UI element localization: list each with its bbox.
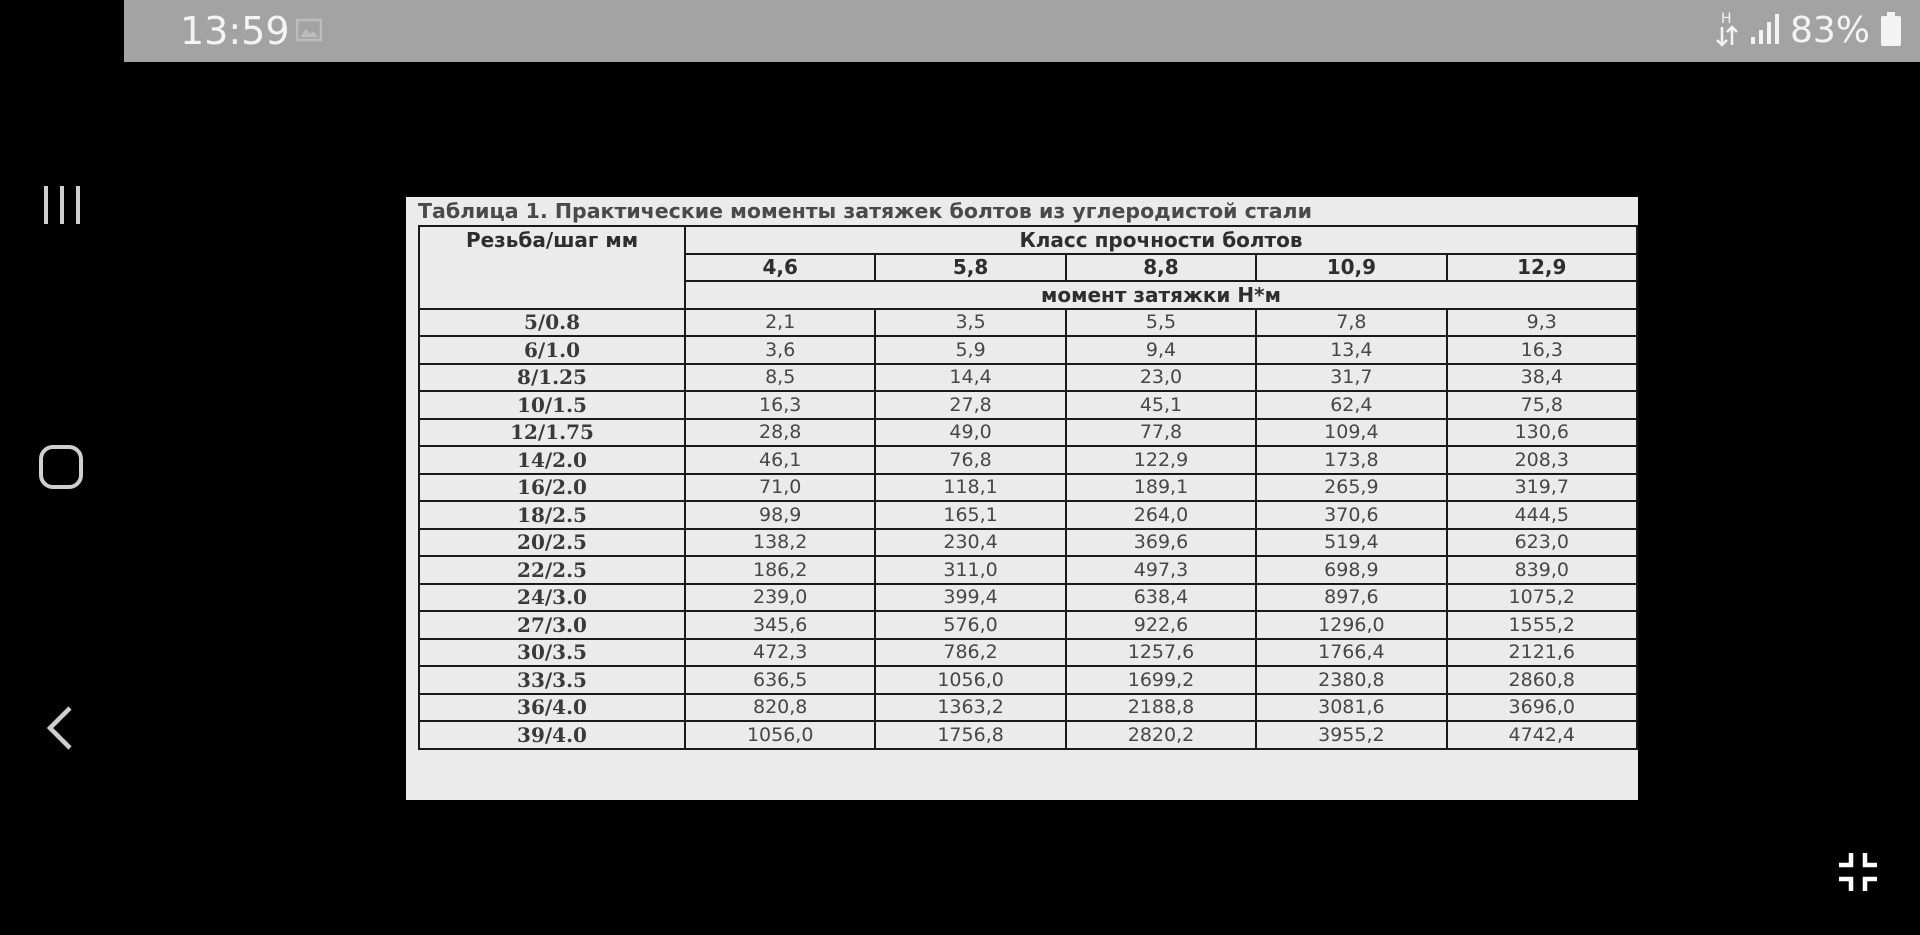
fullscreen-exit-button[interactable] bbox=[1838, 852, 1878, 892]
torque-value-cell: 265,9 bbox=[1256, 474, 1446, 502]
table-row bbox=[419, 529, 1637, 557]
class-column-header: 5,8 bbox=[875, 254, 1065, 282]
torque-value-cell: 189,1 bbox=[1066, 474, 1256, 502]
thread-size-cell: 14/2.0 bbox=[419, 446, 685, 474]
table-row bbox=[419, 721, 1637, 749]
torque-value-cell: 3,6 bbox=[685, 336, 875, 364]
torque-value-cell: 820,8 bbox=[685, 694, 875, 722]
data-arrows-icon bbox=[1714, 9, 1740, 53]
table-row bbox=[419, 694, 1637, 722]
torque-value-cell: 264,0 bbox=[1066, 501, 1256, 529]
torque-value-cell: 118,1 bbox=[875, 474, 1065, 502]
torque-value-cell: 444,5 bbox=[1447, 501, 1637, 529]
torque-value-cell: 370,6 bbox=[1256, 501, 1446, 529]
thread-size-cell: 24/3.0 bbox=[419, 584, 685, 612]
thread-size-cell: 22/2.5 bbox=[419, 556, 685, 584]
torque-value-cell: 2380,8 bbox=[1256, 666, 1446, 694]
torque-value-cell: 519,4 bbox=[1256, 529, 1446, 557]
battery-icon bbox=[1880, 11, 1902, 51]
torque-value-cell: 3955,2 bbox=[1256, 721, 1446, 749]
unit-header: момент затяжки Н*м bbox=[685, 281, 1637, 309]
torque-value-cell: 2860,8 bbox=[1447, 666, 1637, 694]
torque-value-cell: 623,0 bbox=[1447, 529, 1637, 557]
torque-value-cell: 1555,2 bbox=[1447, 611, 1637, 639]
thread-size-cell: 10/1.5 bbox=[419, 391, 685, 419]
torque-value-cell: 576,0 bbox=[875, 611, 1065, 639]
torque-value-cell: 77,8 bbox=[1066, 419, 1256, 447]
fullscreen-exit-icon bbox=[1838, 852, 1878, 892]
back-button[interactable] bbox=[36, 702, 88, 754]
torque-value-cell: 208,3 bbox=[1447, 446, 1637, 474]
torque-value-cell: 45,1 bbox=[1066, 391, 1256, 419]
recents-button[interactable] bbox=[36, 180, 88, 232]
table-row bbox=[419, 309, 1637, 337]
torque-value-cell: 230,4 bbox=[875, 529, 1065, 557]
thread-size-cell: 30/3.5 bbox=[419, 639, 685, 667]
torque-value-cell: 71,0 bbox=[685, 474, 875, 502]
back-icon bbox=[36, 702, 88, 754]
torque-value-cell: 1699,2 bbox=[1066, 666, 1256, 694]
torque-value-cell: 62,4 bbox=[1256, 391, 1446, 419]
torque-value-cell: 1056,0 bbox=[875, 666, 1065, 694]
torque-value-cell: 9,3 bbox=[1447, 309, 1637, 337]
torque-value-cell: 165,1 bbox=[875, 501, 1065, 529]
torque-value-cell: 1056,0 bbox=[685, 721, 875, 749]
torque-value-cell: 122,9 bbox=[1066, 446, 1256, 474]
class-column-header: 10,9 bbox=[1256, 254, 1446, 282]
torque-table-image bbox=[406, 197, 1638, 800]
torque-value-cell: 1756,8 bbox=[875, 721, 1065, 749]
table-caption: Таблица 1. Практические моменты затяжек болтов из углеродистой стали bbox=[418, 199, 1312, 223]
home-button[interactable] bbox=[36, 442, 88, 494]
table-row bbox=[419, 391, 1637, 419]
thread-size-cell: 16/2.0 bbox=[419, 474, 685, 502]
torque-value-cell: 49,0 bbox=[875, 419, 1065, 447]
torque-value-cell: 28,8 bbox=[685, 419, 875, 447]
torque-value-cell: 9,4 bbox=[1066, 336, 1256, 364]
torque-value-cell: 472,3 bbox=[685, 639, 875, 667]
table-row bbox=[419, 639, 1637, 667]
thread-size-cell: 27/3.0 bbox=[419, 611, 685, 639]
torque-value-cell: 839,0 bbox=[1447, 556, 1637, 584]
torque-value-cell: 636,5 bbox=[685, 666, 875, 694]
torque-value-cell: 239,0 bbox=[685, 584, 875, 612]
thread-size-cell: 20/2.5 bbox=[419, 529, 685, 557]
torque-value-cell: 4742,4 bbox=[1447, 721, 1637, 749]
torque-value-cell: 173,8 bbox=[1256, 446, 1446, 474]
thread-size-cell: 18/2.5 bbox=[419, 501, 685, 529]
torque-value-cell: 138,2 bbox=[685, 529, 875, 557]
class-column-header: 4,6 bbox=[685, 254, 875, 282]
table-row bbox=[419, 446, 1637, 474]
torque-value-cell: 319,7 bbox=[1447, 474, 1637, 502]
torque-value-cell: 3,5 bbox=[875, 309, 1065, 337]
class-column-header: 8,8 bbox=[1066, 254, 1256, 282]
torque-value-cell: 76,8 bbox=[875, 446, 1065, 474]
network-type-label: H bbox=[1720, 11, 1732, 27]
thread-size-cell: 39/4.0 bbox=[419, 721, 685, 749]
gallery-icon bbox=[296, 18, 322, 42]
class-column-header: 12,9 bbox=[1447, 254, 1637, 282]
torque-value-cell: 130,6 bbox=[1447, 419, 1637, 447]
torque-value-cell: 399,4 bbox=[875, 584, 1065, 612]
torque-value-cell: 109,4 bbox=[1256, 419, 1446, 447]
table-body bbox=[419, 309, 1637, 749]
torque-value-cell: 2188,8 bbox=[1066, 694, 1256, 722]
torque-value-cell: 27,8 bbox=[875, 391, 1065, 419]
table-row bbox=[419, 336, 1637, 364]
torque-table bbox=[418, 225, 1638, 750]
torque-value-cell: 13,4 bbox=[1256, 336, 1446, 364]
torque-value-cell: 7,8 bbox=[1256, 309, 1446, 337]
torque-value-cell: 786,2 bbox=[875, 639, 1065, 667]
signal-icon bbox=[1750, 13, 1780, 49]
torque-value-cell: 2,1 bbox=[685, 309, 875, 337]
navigation-bar bbox=[0, 62, 124, 935]
thread-header: Резьба/шаг мм bbox=[419, 226, 685, 309]
table-row bbox=[419, 556, 1637, 584]
torque-value-cell: 2820,2 bbox=[1066, 721, 1256, 749]
home-icon bbox=[36, 442, 88, 494]
torque-value-cell: 897,6 bbox=[1256, 584, 1446, 612]
torque-value-cell: 1296,0 bbox=[1256, 611, 1446, 639]
torque-value-cell: 1257,6 bbox=[1066, 639, 1256, 667]
thread-size-cell: 33/3.5 bbox=[419, 666, 685, 694]
table-row bbox=[419, 474, 1637, 502]
torque-value-cell: 8,5 bbox=[685, 364, 875, 392]
table-row bbox=[419, 611, 1637, 639]
table-row bbox=[419, 419, 1637, 447]
torque-value-cell: 638,4 bbox=[1066, 584, 1256, 612]
torque-value-cell: 31,7 bbox=[1256, 364, 1446, 392]
status-bar bbox=[124, 0, 1920, 62]
torque-value-cell: 5,5 bbox=[1066, 309, 1256, 337]
torque-value-cell: 497,3 bbox=[1066, 556, 1256, 584]
torque-value-cell: 1766,4 bbox=[1256, 639, 1446, 667]
thread-size-cell: 5/0.8 bbox=[419, 309, 685, 337]
torque-value-cell: 1363,2 bbox=[875, 694, 1065, 722]
status-right bbox=[1714, 8, 1902, 54]
torque-value-cell: 16,3 bbox=[1447, 336, 1637, 364]
torque-value-cell: 14,4 bbox=[875, 364, 1065, 392]
torque-value-cell: 311,0 bbox=[875, 556, 1065, 584]
class-header: Класс прочности болтов bbox=[685, 226, 1637, 254]
torque-value-cell: 3696,0 bbox=[1447, 694, 1637, 722]
torque-value-cell: 46,1 bbox=[685, 446, 875, 474]
recents-icon bbox=[36, 180, 88, 232]
torque-value-cell: 369,6 bbox=[1066, 529, 1256, 557]
table-row bbox=[419, 364, 1637, 392]
table-row bbox=[419, 584, 1637, 612]
battery-percentage: 83% bbox=[1789, 10, 1870, 51]
torque-value-cell: 1075,2 bbox=[1447, 584, 1637, 612]
torque-value-cell: 16,3 bbox=[685, 391, 875, 419]
torque-value-cell: 38,4 bbox=[1447, 364, 1637, 392]
torque-value-cell: 98,9 bbox=[685, 501, 875, 529]
torque-value-cell: 5,9 bbox=[875, 336, 1065, 364]
thread-size-cell: 6/1.0 bbox=[419, 336, 685, 364]
torque-value-cell: 345,6 bbox=[685, 611, 875, 639]
torque-value-cell: 698,9 bbox=[1256, 556, 1446, 584]
torque-value-cell: 3081,6 bbox=[1256, 694, 1446, 722]
status-time: 13:59 bbox=[180, 9, 290, 53]
thread-size-cell: 36/4.0 bbox=[419, 694, 685, 722]
table-row bbox=[419, 666, 1637, 694]
torque-value-cell: 186,2 bbox=[685, 556, 875, 584]
torque-value-cell: 23,0 bbox=[1066, 364, 1256, 392]
torque-value-cell: 2121,6 bbox=[1447, 639, 1637, 667]
torque-value-cell: 922,6 bbox=[1066, 611, 1256, 639]
torque-value-cell: 75,8 bbox=[1447, 391, 1637, 419]
thread-size-cell: 12/1.75 bbox=[419, 419, 685, 447]
thread-size-cell: 8/1.25 bbox=[419, 364, 685, 392]
table-row bbox=[419, 501, 1637, 529]
